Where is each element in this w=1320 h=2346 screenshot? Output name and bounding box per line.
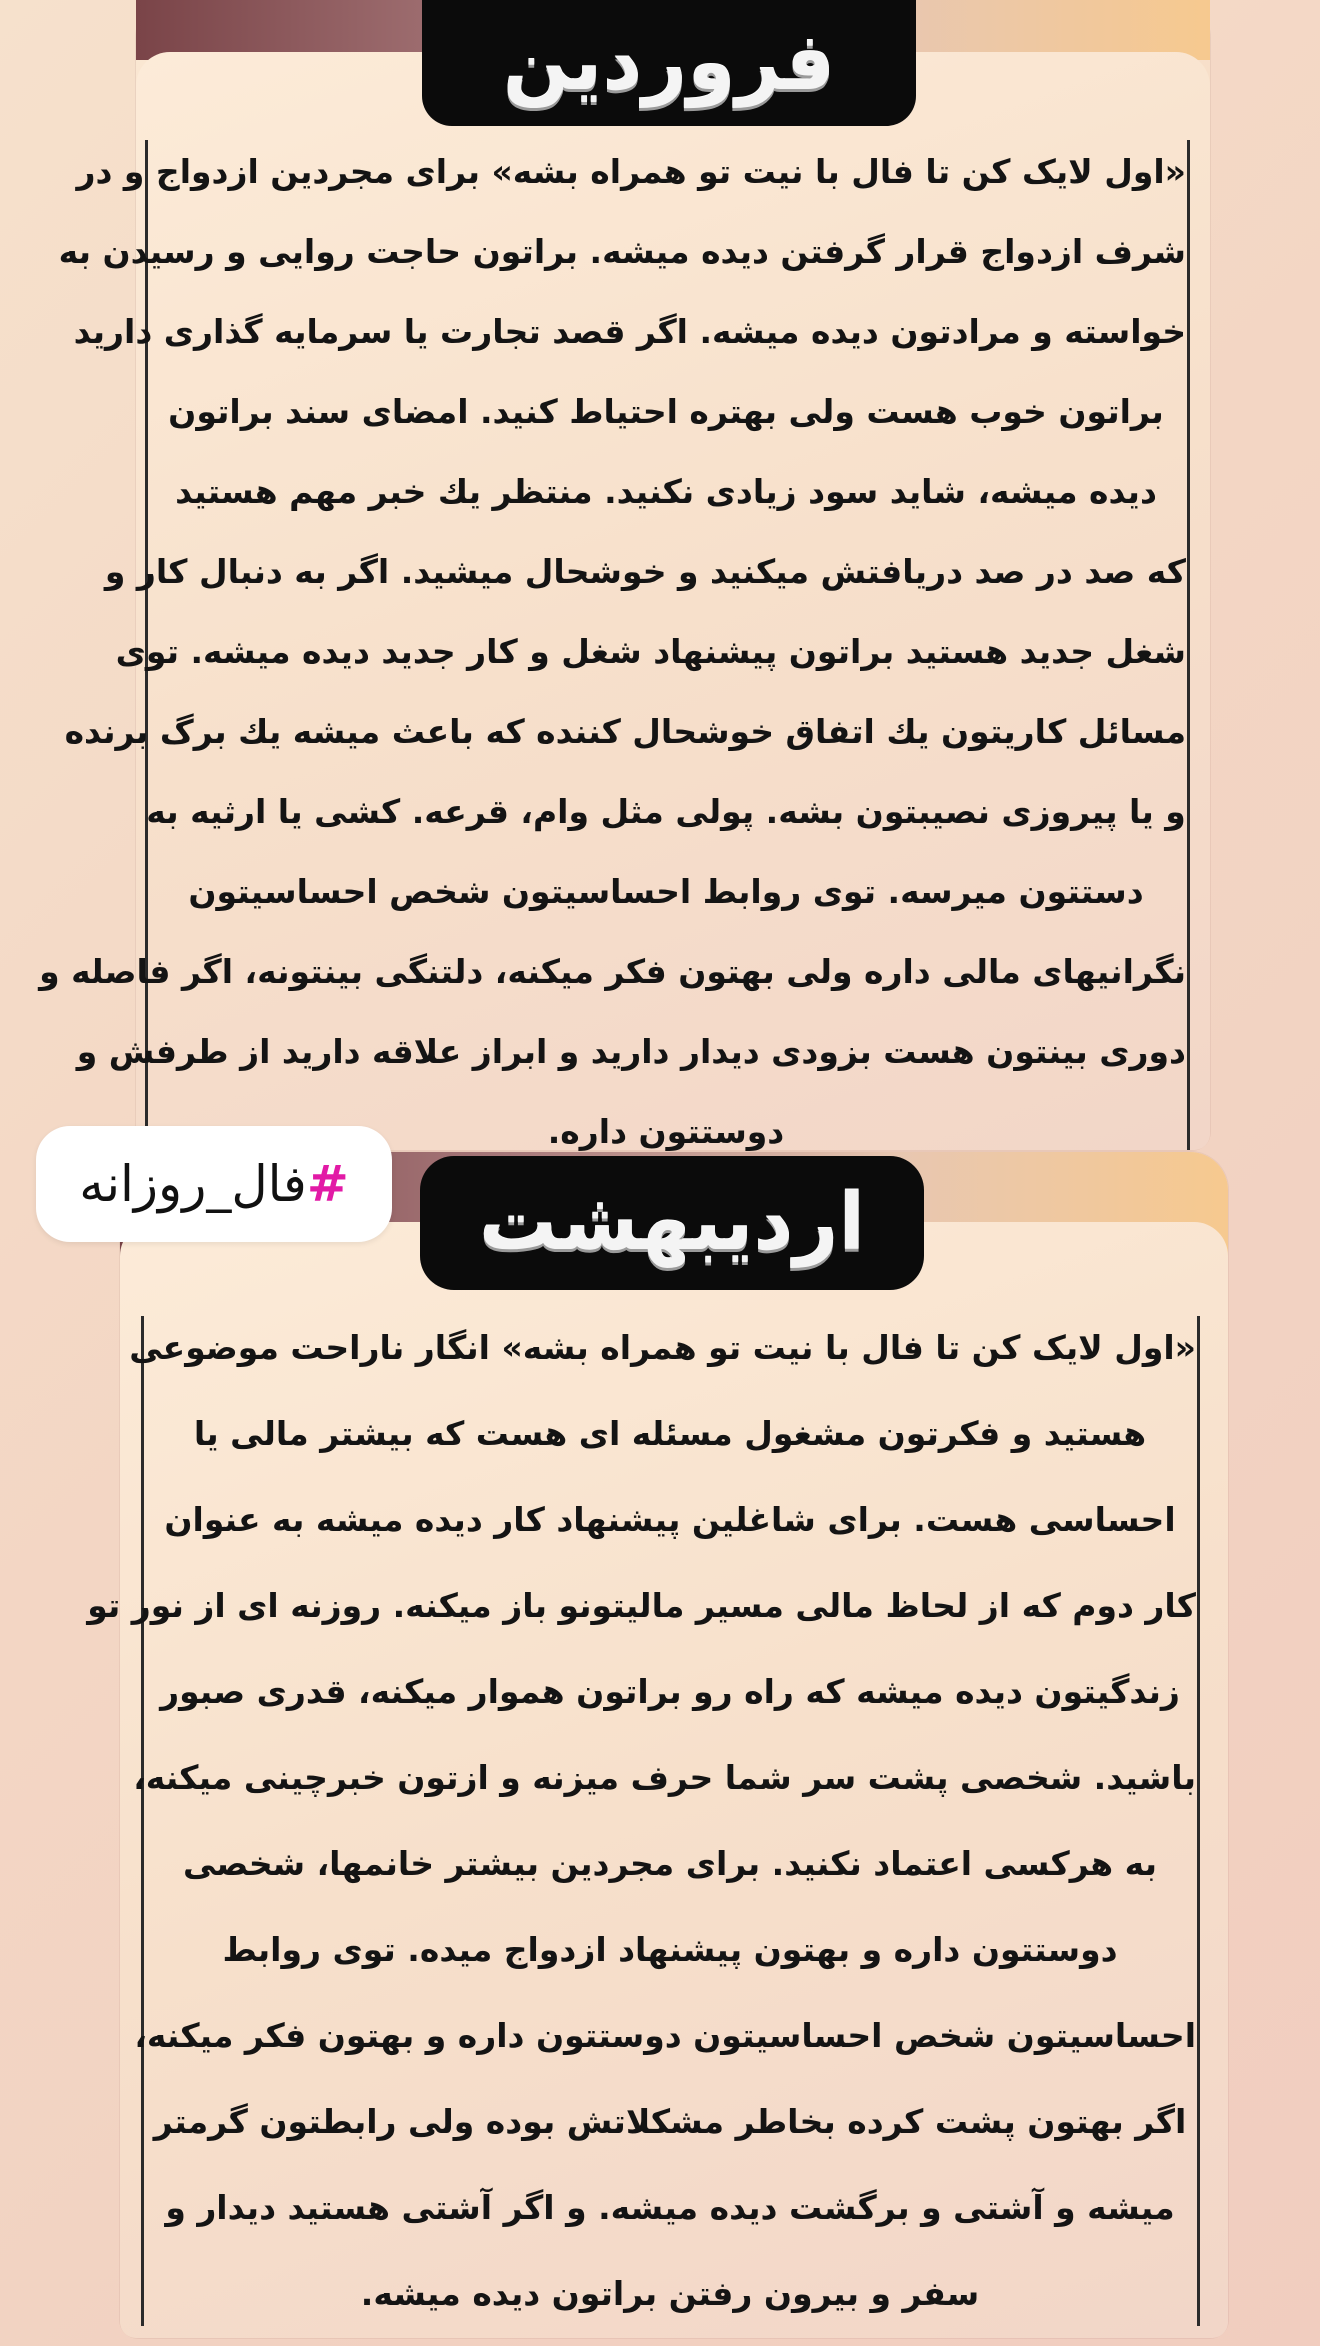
ordibehesht-text: [87, 1305, 1196, 2337]
hashtag-text: فال_روزانه: [79, 1155, 307, 1213]
ordibehesht-title-pill: [420, 1156, 924, 1290]
text-line: که صد در صد دریافتش میکنید و خوشحال میشید. اگر به دنبال کار و: [104, 552, 1186, 591]
text-line: براتون خوب هست ولی بهتره احتیاط کنید. امضای سند براتون: [168, 392, 1164, 431]
text-line: زندگیتون دیده میشه که راه رو براتون هموار میکنه، قدری صبور: [160, 1672, 1180, 1711]
text-line: شرف ازدواج قرار گرفتن دیده میشه. براتون حاجت روایی و رسیدن به: [58, 232, 1186, 271]
text-line: دیده میشه، شاید سود زیادی نکنید. منتظر یك خبر مهم هستید: [175, 472, 1157, 511]
text-line: دستتون میرسه. توی روابط احساسیتون شخص احساسیتون: [188, 872, 1144, 911]
text-line: شغل جدید هستید براتون پیشنهاد شغل و کار جدید دیده میشه. توی: [115, 632, 1186, 671]
text-line: «اول لایک کن تا فال با نیت تو همراه بشه» برای مجردین ازدواج و در: [76, 152, 1186, 191]
text-line: هستید و فکرتون مشغول مسئله ای هست که بیشتر مالی یا: [193, 1414, 1147, 1453]
farvardin-title-pill: [422, 0, 916, 126]
right-border-line: [1187, 140, 1190, 1150]
text-line: دوستتون داره و بهتون پیشنهاد ازدواج میده. توی روابط: [222, 1930, 1118, 1969]
text-line: به هرکسی اعتماد نکنید. برای مجردین بیشتر خانمها، شخصی: [183, 1844, 1157, 1883]
text-line: احساسیتون شخص احساسیتون دوستتون داره و بهتون فکر میکنه،: [134, 2016, 1196, 2055]
text-line: کار دوم که از لحاظ مالی مسیر مالیتونو باز میکنه. روزنه ای از نور تو: [87, 1586, 1196, 1625]
farvardin-title: فروردین: [502, 18, 836, 108]
text-line: و یا پیروزی نصیبتون بشه. پولی مثل وام، قرعه. کشی یا ارثیه به: [146, 792, 1186, 831]
text-line: مسائل کاریتون یك اتفاق خوشحال کننده که باعث میشه یك برگ برنده: [64, 712, 1186, 751]
hashtag-symbol: #: [306, 1155, 349, 1213]
text-line: دوستتون داره.: [547, 1112, 785, 1151]
text-line: میشه و آشتی و برگشت دیده میشه. و اگر آشتی هستید دیدار و: [165, 2188, 1175, 2227]
text-line: احساسی هست. برای شاغلین پیشنهاد کار دیده میشه به عنوان: [164, 1500, 1176, 1539]
right-border-line: [1197, 1316, 1200, 2326]
hashtag-sticker[interactable]: [36, 1126, 392, 1242]
text-line: «اول لایک کن تا فال با نیت تو همراه بشه» انگار ناراحت موضوعی: [129, 1328, 1196, 1367]
ordibehesht-title: اردیبهشت: [478, 1178, 866, 1268]
text-line: دوری بینتون هست بزودی دیدار دارید و ابراز علاقه دارید از طرفش و: [76, 1032, 1186, 1071]
text-line: خواسته و مرادتون دیده میشه. اگر قصد تجارت یا سرمایه گذاری دارید: [73, 312, 1186, 351]
farvardin-text: [39, 132, 1186, 1172]
text-line: باشید. شخصی پشت سر شما حرف میزنه و ازتون خبرچینی میکنه،: [133, 1758, 1196, 1797]
text-line: سفر و بیرون رفتن براتون دیده میشه.: [360, 2274, 980, 2313]
text-line: اگر بهتون پشت کرده بخاطر مشکلاتش بوده ولی رابطتون گرمتر: [153, 2102, 1187, 2141]
text-line: نگرانیهای مالی داره ولی بهتون فکر میکنه، دلتنگی بینتونه، اگر فاصله و: [39, 952, 1186, 991]
